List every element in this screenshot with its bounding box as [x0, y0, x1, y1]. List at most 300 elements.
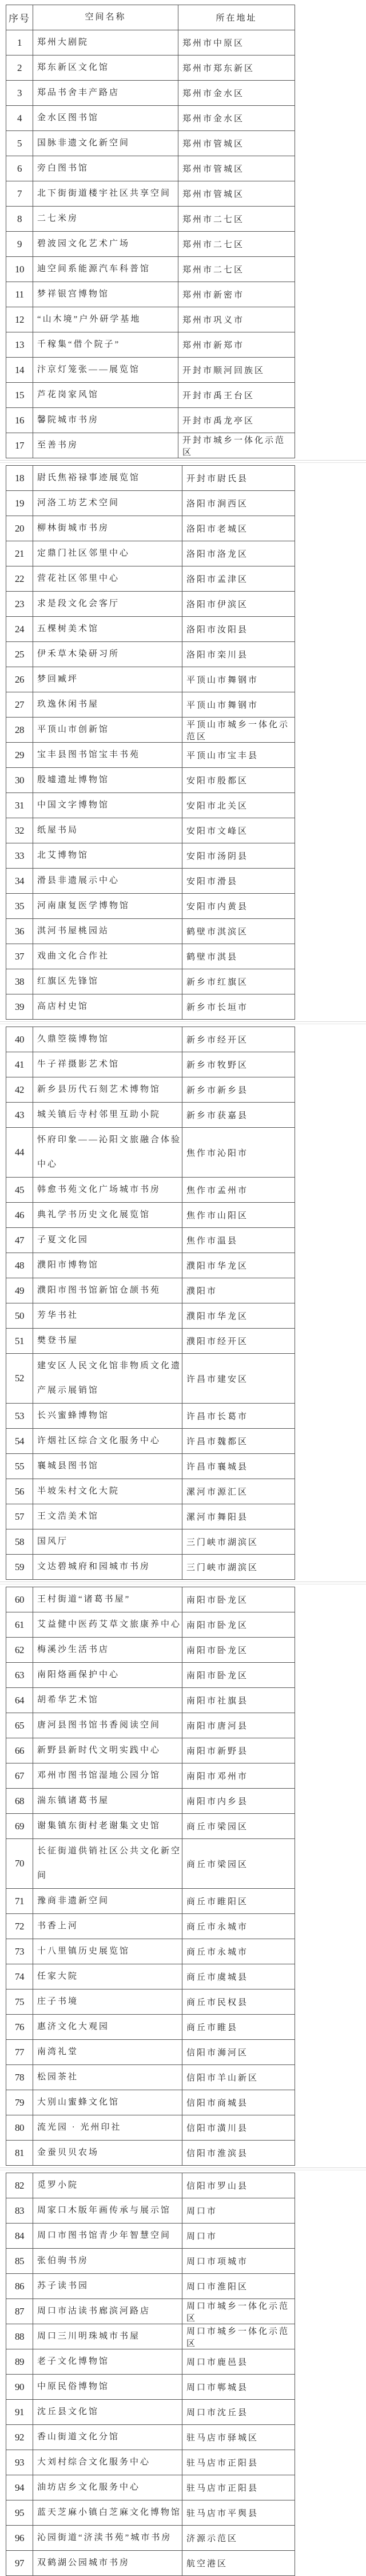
- space-address: 新乡市经开区: [182, 1027, 295, 1052]
- row-number: 71: [6, 1889, 33, 1914]
- space-name: 觅罗小院: [33, 2173, 182, 2198]
- space-address: 商丘市睢阳区: [182, 1889, 295, 1914]
- table-row: [6, 1354, 295, 1404]
- row-number: 29: [6, 743, 33, 768]
- row-number: 13: [6, 332, 33, 358]
- table-row: [6, 869, 295, 894]
- row-number: 6: [6, 156, 33, 181]
- row-number: 53: [6, 1404, 33, 1429]
- space-address: 信阳市浉河区: [182, 2040, 295, 2065]
- space-name: 濮阳市博物馆: [33, 1253, 182, 1278]
- table-row: [6, 1713, 295, 1738]
- row-number: 12: [6, 307, 33, 332]
- space-address: 信阳市罗山县: [182, 2173, 295, 2198]
- space-name: 红旗区先锋馆: [33, 969, 182, 994]
- table-row: [6, 2015, 295, 2040]
- space-address: 周口市城乡一体化示范区: [182, 2299, 295, 2324]
- space-name: 唐河县图书馆书香阅读空间: [33, 1713, 182, 1738]
- row-number: 7: [6, 181, 33, 207]
- space-name: 任家大院: [33, 1964, 182, 1990]
- row-number: 35: [6, 894, 33, 919]
- space-address: 安阳市内黄县: [182, 894, 295, 919]
- row-number: 90: [6, 2375, 33, 2400]
- space-address: 焦作市温县: [182, 1228, 295, 1253]
- space-address: 南阳市新野县: [182, 1738, 295, 1763]
- space-name: 王村街道“诸葛书屋”: [33, 1587, 182, 1612]
- table-row: [6, 106, 295, 131]
- space-name: 南湾礼堂: [33, 2040, 182, 2065]
- row-number: 21: [6, 541, 33, 566]
- table-row: [6, 257, 295, 282]
- space-name: 新乡县历代石刻艺术博物馆: [33, 1077, 182, 1103]
- table-row: [6, 2065, 295, 2090]
- space-address: 洛阳市伊滨区: [182, 592, 295, 617]
- space-name: 艾益健中医药艾草文旅康养中心: [33, 1612, 182, 1638]
- table-row: [6, 383, 295, 408]
- space-address: 郑州市二七区: [178, 207, 295, 232]
- space-address: 南阳市卧龙区: [182, 1638, 295, 1663]
- table-row: [6, 81, 295, 106]
- space-address: 洛阳市洛龙区: [182, 541, 295, 566]
- space-address: 濮阳市: [182, 1278, 295, 1303]
- space-name: 至善书房: [33, 433, 178, 458]
- row-number: 25: [6, 642, 33, 667]
- table-row: [6, 1763, 295, 1789]
- row-number: 22: [6, 566, 33, 592]
- space-name: 芳华书社: [33, 1303, 182, 1329]
- space-name: 许烟社区综合文化服务中心: [33, 1429, 182, 1454]
- table-row: [6, 2475, 295, 2500]
- row-number: 74: [6, 1964, 33, 1990]
- table-row: [6, 1587, 295, 1612]
- table-row: [6, 207, 295, 232]
- table-page-3: [6, 1027, 295, 1580]
- table-row: [6, 843, 295, 869]
- space-name: 郑州大剧院: [33, 30, 178, 56]
- space-name: 沈丘县文化馆: [33, 2400, 182, 2425]
- row-number: 31: [6, 793, 33, 818]
- table-row: [6, 994, 295, 1020]
- space-address: 南阳市卧龙区: [182, 1612, 295, 1638]
- space-address: 许昌市魏都区: [182, 1429, 295, 1454]
- table-row: [6, 1814, 295, 1839]
- space-name: 油坊店乡文化服务中心: [33, 2475, 182, 2500]
- row-number: 17: [6, 433, 33, 458]
- row-number: 46: [6, 1203, 33, 1228]
- space-name: 北艾博物馆: [33, 843, 182, 869]
- row-number: 63: [6, 1663, 33, 1688]
- space-address: 郑州市新密市: [178, 282, 295, 307]
- table-row: [6, 2425, 295, 2450]
- space-name: 金蚕贝贝农场: [33, 2141, 182, 2166]
- row-number: 85: [6, 2249, 33, 2274]
- space-name: 长征街道供销社区公共文化新空间: [33, 1839, 182, 1889]
- table-row: [6, 1964, 295, 1990]
- space-address: 驻马店市平舆县: [182, 2500, 295, 2526]
- space-name: 豫商非遗新空间: [33, 1889, 182, 1914]
- row-number: 19: [6, 491, 33, 516]
- space-name: 滑县非遗展示中心: [33, 869, 182, 894]
- row-number: 76: [6, 2015, 33, 2040]
- space-address: 平顶山市舞钢市: [182, 667, 295, 692]
- space-address: 商丘市睢县: [182, 2015, 295, 2040]
- table-row: [6, 30, 295, 56]
- table-row: [6, 1504, 295, 1529]
- row-number: 2: [6, 56, 33, 81]
- space-address: 商丘市民权县: [182, 1990, 295, 2015]
- table-row: [6, 2450, 295, 2475]
- row-number: 57: [6, 1504, 33, 1529]
- table-row: [6, 1077, 295, 1103]
- row-number: 39: [6, 994, 33, 1020]
- space-address: 开封市禹王台区: [178, 383, 295, 408]
- row-number: 95: [6, 2500, 33, 2526]
- row-number: 62: [6, 1638, 33, 1663]
- space-name: 半坡朱村文化大院: [33, 1479, 182, 1504]
- row-number: 93: [6, 2450, 33, 2475]
- space-name: 怀府印象——沁阳文旅融合体验中心: [33, 1128, 182, 1178]
- space-name: 双鹤湖公园城市书房: [33, 2551, 182, 2576]
- table-row: [6, 2526, 295, 2551]
- space-name: 蓝天芝麻小镇白芝麻文化博物馆: [33, 2500, 182, 2526]
- table-row: [6, 692, 295, 718]
- space-address: 安阳市北关区: [182, 793, 295, 818]
- space-address: 平顶山市宝丰县: [182, 743, 295, 768]
- space-name: 戏曲文化合作社: [33, 944, 182, 969]
- space-name: 营花社区邻里中心: [33, 566, 182, 592]
- space-name: 郑东新区文化馆: [33, 56, 178, 81]
- space-name: 中原民俗博物馆: [33, 2375, 182, 2400]
- table-row: [6, 1688, 295, 1713]
- table-row: [6, 1529, 295, 1555]
- space-name: 胡希华艺术馆: [33, 1688, 182, 1713]
- row-number: 27: [6, 692, 33, 718]
- row-number: 78: [6, 2065, 33, 2090]
- table-row: [6, 617, 295, 642]
- row-number: 83: [6, 2198, 33, 2224]
- table-row: [6, 768, 295, 793]
- space-address: 信阳市潢川县: [182, 2115, 295, 2141]
- space-address: 许昌市建安区: [182, 1354, 295, 1404]
- table-row: [6, 2115, 295, 2141]
- space-name: 邓州市图书馆湿地公园分馆: [33, 1763, 182, 1789]
- space-address: 安阳市滑县: [182, 869, 295, 894]
- table-row: [6, 793, 295, 818]
- table-row: [6, 743, 295, 768]
- row-number: 67: [6, 1763, 33, 1789]
- row-number: 30: [6, 768, 33, 793]
- row-number: 55: [6, 1454, 33, 1479]
- table-row: [6, 1178, 295, 1203]
- table-row: [6, 1278, 295, 1303]
- space-address: 新乡市牧野区: [182, 1052, 295, 1077]
- space-address: 洛阳市老城区: [182, 516, 295, 541]
- space-name: 城关镇后寺村邻里互助小院: [33, 1103, 182, 1128]
- row-number: 50: [6, 1303, 33, 1329]
- row-number: 77: [6, 2040, 33, 2065]
- table-row: [6, 2274, 295, 2299]
- table-row: [6, 2299, 295, 2324]
- space-name: 王文浩美术馆: [33, 1504, 182, 1529]
- space-name: 柳林街城市书房: [33, 516, 182, 541]
- table-row: [6, 1612, 295, 1638]
- table-row: [6, 1329, 295, 1354]
- table-row: [6, 718, 295, 743]
- row-number: 8: [6, 207, 33, 232]
- space-name: 纸屋书局: [33, 818, 182, 843]
- row-number: 81: [6, 2141, 33, 2166]
- row-number: 11: [6, 282, 33, 307]
- space-address: 驻马店市正阳县: [182, 2475, 295, 2500]
- table-page-5: [6, 2173, 295, 2576]
- space-name: 典礼学书历史文化展览馆: [33, 1203, 182, 1228]
- space-name: 樊登书屋: [33, 1329, 182, 1354]
- row-number: 43: [6, 1103, 33, 1128]
- space-name: 谢集镇东街村老谢集文史馆: [33, 1814, 182, 1839]
- space-address: 鹤壁市淇滨区: [182, 919, 295, 944]
- row-number: 15: [6, 383, 33, 408]
- table-row: [6, 1253, 295, 1278]
- row-number: 4: [6, 106, 33, 131]
- row-number: 36: [6, 919, 33, 944]
- table-row: [6, 232, 295, 257]
- row-number: 94: [6, 2475, 33, 2500]
- space-address: 周口市: [182, 2198, 295, 2224]
- space-name: 南阳烙画保护中心: [33, 1663, 182, 1688]
- space-address: 南阳市唐河县: [182, 1713, 295, 1738]
- space-address: 三门峡市湖滨区: [182, 1529, 295, 1555]
- row-number: 58: [6, 1529, 33, 1555]
- space-address: 新乡市长垣市: [182, 994, 295, 1020]
- space-name: 张伯驹书房: [33, 2249, 182, 2274]
- space-address: 商丘市梁园区: [182, 1814, 295, 1839]
- space-name: 千稼集“借个院子”: [33, 332, 178, 358]
- space-address: 许昌市长葛市: [182, 1404, 295, 1429]
- space-name: 苏子读书园: [33, 2274, 182, 2299]
- space-address: 南阳市卧龙区: [182, 1587, 295, 1612]
- space-address: 郑州市二七区: [178, 257, 295, 282]
- space-name: 韩愈书苑文化广场城市书房: [33, 1178, 182, 1203]
- space-address: 周口市淮阳区: [182, 2274, 295, 2299]
- space-address: 新乡市新乡县: [182, 1077, 295, 1103]
- space-address: 洛阳市栾川县: [182, 642, 295, 667]
- row-number: 87: [6, 2299, 33, 2324]
- row-number: 26: [6, 667, 33, 692]
- space-address: 郑州市郑东新区: [178, 56, 295, 81]
- table-row: [6, 944, 295, 969]
- space-address: 济源示范区: [182, 2526, 295, 2551]
- row-number: 23: [6, 592, 33, 617]
- table-row: [6, 1203, 295, 1228]
- space-address: 周口市项城市: [182, 2249, 295, 2274]
- space-address: 郑州市金水区: [178, 106, 295, 131]
- table-row: [6, 1303, 295, 1329]
- space-name: 碧波园文化艺术广场: [33, 232, 178, 257]
- header-address: 所在地址: [178, 5, 295, 30]
- table-row: [6, 818, 295, 843]
- space-name: 流光园 · 光州印社: [33, 2115, 182, 2141]
- space-name: 新野县新时代文明实践中心: [33, 1738, 182, 1763]
- table-row: [6, 408, 295, 433]
- space-name: 二七米房: [33, 207, 178, 232]
- row-number: 24: [6, 617, 33, 642]
- row-number: 84: [6, 2224, 33, 2249]
- space-address: 驻马店市驿城区: [182, 2425, 295, 2450]
- space-name: 牛子祥摄影艺术馆: [33, 1052, 182, 1077]
- row-number: 44: [6, 1128, 33, 1178]
- table-row: [6, 307, 295, 332]
- space-name: 馨院城市书房: [33, 408, 178, 433]
- space-address: 周口市城乡一体化示范区: [182, 2324, 295, 2349]
- culture-space-table: [6, 5, 295, 2576]
- space-name: 濮阳市图书馆新馆仓颉书苑: [33, 1278, 182, 1303]
- space-name: 平顶山市创新馆: [33, 718, 182, 743]
- row-number: 18: [6, 466, 33, 491]
- header-name: 空间名称: [33, 5, 178, 30]
- space-address: 信阳市商城县: [182, 2090, 295, 2115]
- table-row: [6, 1103, 295, 1128]
- space-address: 开封市禹龙亭区: [178, 408, 295, 433]
- row-number: 40: [6, 1027, 33, 1052]
- space-address: 鹤壁市淇县: [182, 944, 295, 969]
- space-address: 洛阳市孟津区: [182, 566, 295, 592]
- space-address: 濮阳市经开区: [182, 1329, 295, 1354]
- space-address: 安阳市汤阴县: [182, 843, 295, 869]
- table-page-4: [6, 1587, 295, 2166]
- space-address: 郑州市管城区: [178, 156, 295, 181]
- table-row: [6, 919, 295, 944]
- table-row: [6, 894, 295, 919]
- table-row: [6, 566, 295, 592]
- space-address: 郑州市二七区: [178, 232, 295, 257]
- table-row: [6, 1914, 295, 1939]
- space-name: 国脉非遗文化新空间: [33, 131, 178, 156]
- space-name: 久鼎箜篌博物馆: [33, 1027, 182, 1052]
- table-row: [6, 2551, 295, 2576]
- space-address: 周口市鹿邑县: [182, 2349, 295, 2375]
- table-row: [6, 1429, 295, 1454]
- row-number: 75: [6, 1990, 33, 2015]
- space-name: 周家口木版年画传承与展示馆: [33, 2198, 182, 2224]
- space-name: 襄城县图书馆: [33, 1454, 182, 1479]
- space-address: 开封市尉氏县: [182, 466, 295, 491]
- space-address: 开封市城乡一体化示范区: [178, 433, 295, 458]
- space-address: 郑州市巩义市: [178, 307, 295, 332]
- space-address: 商丘市梁园区: [182, 1839, 295, 1889]
- space-address: 平顶山市城乡一体化示范区: [182, 718, 295, 743]
- table-row: [6, 1454, 295, 1479]
- space-name: 松园茶社: [33, 2065, 182, 2090]
- row-number: 37: [6, 944, 33, 969]
- space-address: 周口市郸城县: [182, 2375, 295, 2400]
- table-row: [6, 1479, 295, 1504]
- table-row: [6, 433, 295, 458]
- row-number: 60: [6, 1587, 33, 1612]
- space-name: 大刘村综合文化服务中心: [33, 2450, 182, 2475]
- table-row: [6, 2375, 295, 2400]
- row-number: 9: [6, 232, 33, 257]
- space-name: 五棵树美术馆: [33, 617, 182, 642]
- space-name: 建安区人民文化馆非物质文化遗产展示展销馆: [33, 1354, 182, 1404]
- row-number: 3: [6, 81, 33, 106]
- space-address: 郑州市中原区: [178, 30, 295, 56]
- table-row: [6, 2040, 295, 2065]
- space-name: 中国文字博物馆: [33, 793, 182, 818]
- table-row: [6, 2500, 295, 2526]
- table-row: [6, 2324, 295, 2349]
- row-number: 82: [6, 2173, 33, 2198]
- space-name: 郑品书舍丰产路店: [33, 81, 178, 106]
- space-name: 梅溪沙生活书店: [33, 1638, 182, 1663]
- space-address: 焦作市沁阳市: [182, 1128, 295, 1178]
- row-number: 33: [6, 843, 33, 869]
- table-row: [6, 1027, 295, 1052]
- table-row: [6, 1990, 295, 2015]
- table-row: [6, 1128, 295, 1178]
- space-name: 文达碧城府和园城市书房: [33, 1555, 182, 1580]
- table-row: [6, 2173, 295, 2198]
- row-number: 73: [6, 1939, 33, 1964]
- page-break-divider: [6, 1020, 295, 1027]
- space-address: 郑州市新郑市: [178, 332, 295, 358]
- space-address: 周口市沈丘县: [182, 2400, 295, 2425]
- space-name: 书香上河: [33, 1914, 182, 1939]
- table-row: [6, 2400, 295, 2425]
- space-address: 南阳市邓州市: [182, 1763, 295, 1789]
- space-address: 郑州市金水区: [178, 81, 295, 106]
- row-number: 5: [6, 131, 33, 156]
- table-row: [6, 667, 295, 692]
- space-name: 宝丰县图书馆宝丰书苑: [33, 743, 182, 768]
- row-number: 91: [6, 2400, 33, 2425]
- space-address: 信阳市羊山新区: [182, 2065, 295, 2090]
- table-row: [6, 2090, 295, 2115]
- table-row: [6, 332, 295, 358]
- space-address: 郑州市管城区: [178, 131, 295, 156]
- table-row: [6, 181, 295, 207]
- space-name: 金水区图书馆: [33, 106, 178, 131]
- space-address: 安阳市殷都区: [182, 768, 295, 793]
- space-address: 洛阳市汝阳县: [182, 617, 295, 642]
- table-row: [6, 969, 295, 994]
- table-header-row: [6, 5, 295, 30]
- row-number: 54: [6, 1429, 33, 1454]
- table-row: [6, 1555, 295, 1580]
- row-number: 32: [6, 818, 33, 843]
- row-number: 38: [6, 969, 33, 994]
- table-row: [6, 592, 295, 617]
- space-address: 洛阳市涧西区: [182, 491, 295, 516]
- row-number: 88: [6, 2324, 33, 2349]
- table-row: [6, 282, 295, 307]
- row-number: 47: [6, 1228, 33, 1253]
- space-name: 周口三川明珠城市书屋: [33, 2324, 182, 2349]
- space-address: 漯河市源汇区: [182, 1479, 295, 1504]
- space-address: 濮阳市华龙区: [182, 1303, 295, 1329]
- space-name: 旁白图书馆: [33, 156, 178, 181]
- page-break-divider: [6, 458, 295, 465]
- row-number: 56: [6, 1479, 33, 1504]
- space-name: 周口市沽读书廊滨河路店: [33, 2299, 182, 2324]
- row-number: 41: [6, 1052, 33, 1077]
- table-row: [6, 1789, 295, 1814]
- space-name: 大别山蜜蜂文化馆: [33, 2090, 182, 2115]
- row-number: 16: [6, 408, 33, 433]
- space-address: 安阳市文峰区: [182, 818, 295, 843]
- space-name: “山木境”户外研学基地: [33, 307, 178, 332]
- row-number: 28: [6, 718, 33, 743]
- space-name: 淇河书屋桃园站: [33, 919, 182, 944]
